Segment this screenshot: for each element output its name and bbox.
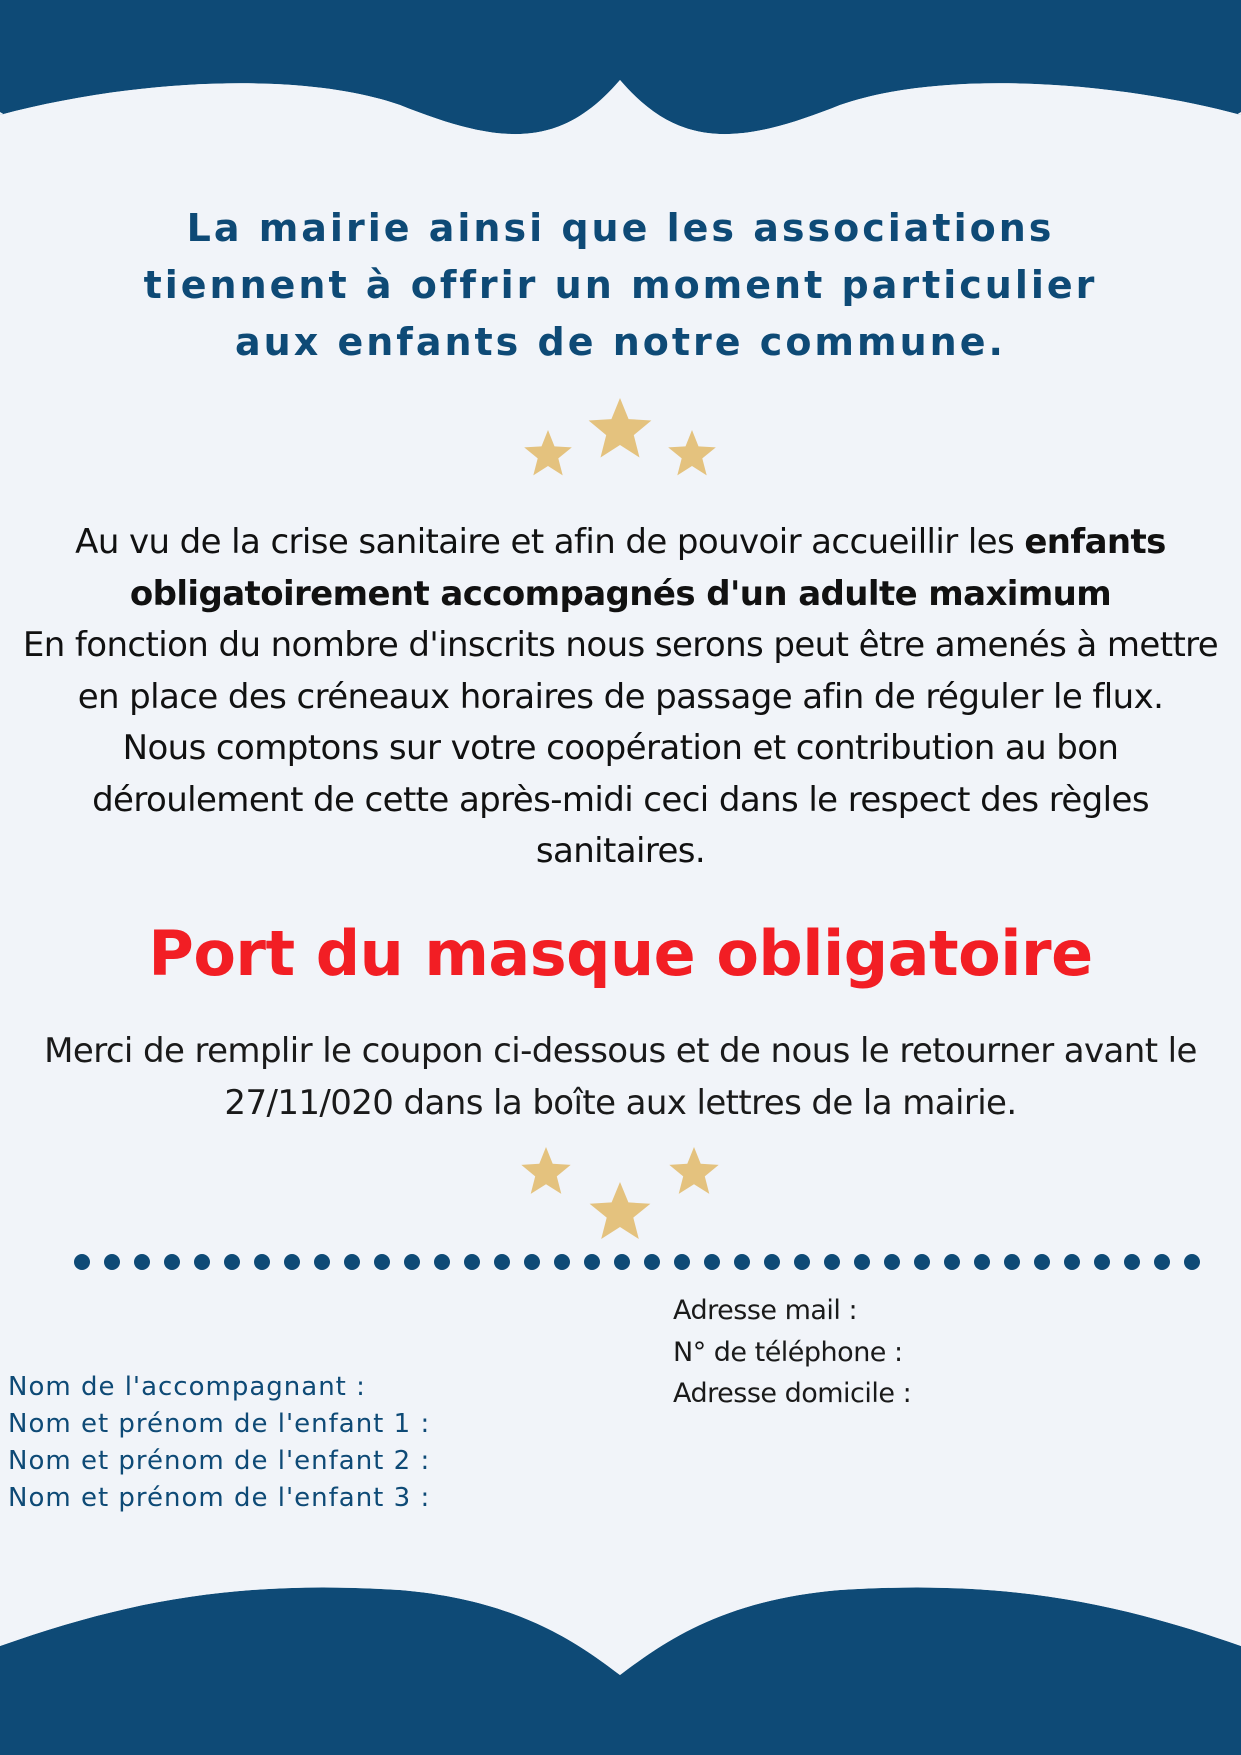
separator-dot: [1004, 1254, 1020, 1270]
separator-dot: [644, 1254, 660, 1270]
top-wave-banner: [0, 0, 1241, 190]
separator-dot: [74, 1254, 90, 1270]
instructions-text: Merci de remplir le coupon ci-dessous et de nous le retourner avant le 27/11/020 dans la boîte aux lettres de la mairie.: [44, 1031, 1197, 1123]
bottom-wave-banner: [0, 1560, 1241, 1755]
separator-dot: [884, 1254, 900, 1270]
separator-dot: [254, 1254, 270, 1270]
three-stars-icon: [500, 1140, 740, 1240]
separator-dot: [974, 1254, 990, 1270]
three-stars-icon: [500, 392, 740, 492]
separator-dot: [284, 1254, 300, 1270]
separator-dot: [704, 1254, 720, 1270]
name-field-child-2: Nom et prénom de l'enfant 2 :: [8, 1446, 431, 1476]
separator-dot: [464, 1254, 480, 1270]
separator-dot: [914, 1254, 930, 1270]
heading-line-1: La mairie ainsi que les associations: [186, 206, 1055, 250]
separator-dot: [764, 1254, 780, 1270]
star-icon: [521, 1147, 570, 1194]
separator-dot: [554, 1254, 570, 1270]
separator-dot: [794, 1254, 810, 1270]
separator-dot: [404, 1254, 420, 1270]
separator-dot: [494, 1254, 510, 1270]
separator-dot: [1184, 1254, 1200, 1270]
separator-dot: [164, 1254, 180, 1270]
separator-dot: [734, 1254, 750, 1270]
separator-dot: [614, 1254, 630, 1270]
separator-dot: [434, 1254, 450, 1270]
separator-dot: [344, 1254, 360, 1270]
star-icon: [669, 1147, 718, 1194]
name-field-companion: Nom de l'accompagnant :: [8, 1372, 366, 1402]
heading-line-3: aux enfants de notre commune.: [235, 320, 1006, 364]
star-icon: [668, 430, 716, 475]
separator-dot: [944, 1254, 960, 1270]
information-paragraphs: [20, 517, 1221, 878]
separator-dot: [1064, 1254, 1080, 1270]
cooperation-paragraph: Nous comptons sur votre coopération et contribution au bon déroulement de cette après-midi ceci dans le respect des règles sanitaires.: [92, 728, 1149, 871]
separator-dot: [194, 1254, 210, 1270]
separator-dot: [1034, 1254, 1050, 1270]
contact-fields: [673, 1290, 911, 1415]
name-field-child-1: Nom et prénom de l'enfant 1 :: [8, 1409, 431, 1439]
separator-dot: [1094, 1254, 1110, 1270]
star-icon: [589, 398, 652, 458]
page-heading: [0, 200, 1241, 371]
separator-dot: [134, 1254, 150, 1270]
separator-dot: [524, 1254, 540, 1270]
mask-notice: Port du masque obligatoire: [148, 917, 1093, 990]
separator-dot: [224, 1254, 240, 1270]
name-field-child-3: Nom et prénom de l'enfant 3 :: [8, 1483, 431, 1513]
separator-dot: [1154, 1254, 1170, 1270]
separator-dot: [314, 1254, 330, 1270]
intro-bold-text: enfants obligatoirement accompagnés d'un adulte maximum: [129, 522, 1166, 614]
dotted-separator: [70, 1250, 1200, 1274]
contact-field-phone: N° de téléphone :: [673, 1336, 903, 1368]
separator-dot: [674, 1254, 690, 1270]
star-icon: [524, 430, 572, 475]
contact-field-email: Adresse mail :: [673, 1295, 858, 1326]
separator-dot: [854, 1254, 870, 1270]
separator-dot: [584, 1254, 600, 1270]
separator-dot: [1124, 1254, 1140, 1270]
intro-text: Au vu de la crise sanitaire et afin de pouvoir accueillir les: [75, 522, 1025, 562]
heading-line-2: tiennent à offrir un moment particulier: [143, 263, 1098, 307]
intro-paragraph: [20, 517, 1221, 620]
separator-dot: [374, 1254, 390, 1270]
name-fields: [8, 1369, 430, 1517]
schedule-paragraph: En fonction du nombre d'inscrits nous serons peut être amenés à mettre en place des créneaux horaires de passage afin de réguler le flux.: [22, 625, 1219, 717]
separator-dot: [104, 1254, 120, 1270]
separator-dot: [824, 1254, 840, 1270]
star-icon: [590, 1182, 651, 1239]
contact-field-address: Adresse domicile :: [673, 1378, 912, 1409]
